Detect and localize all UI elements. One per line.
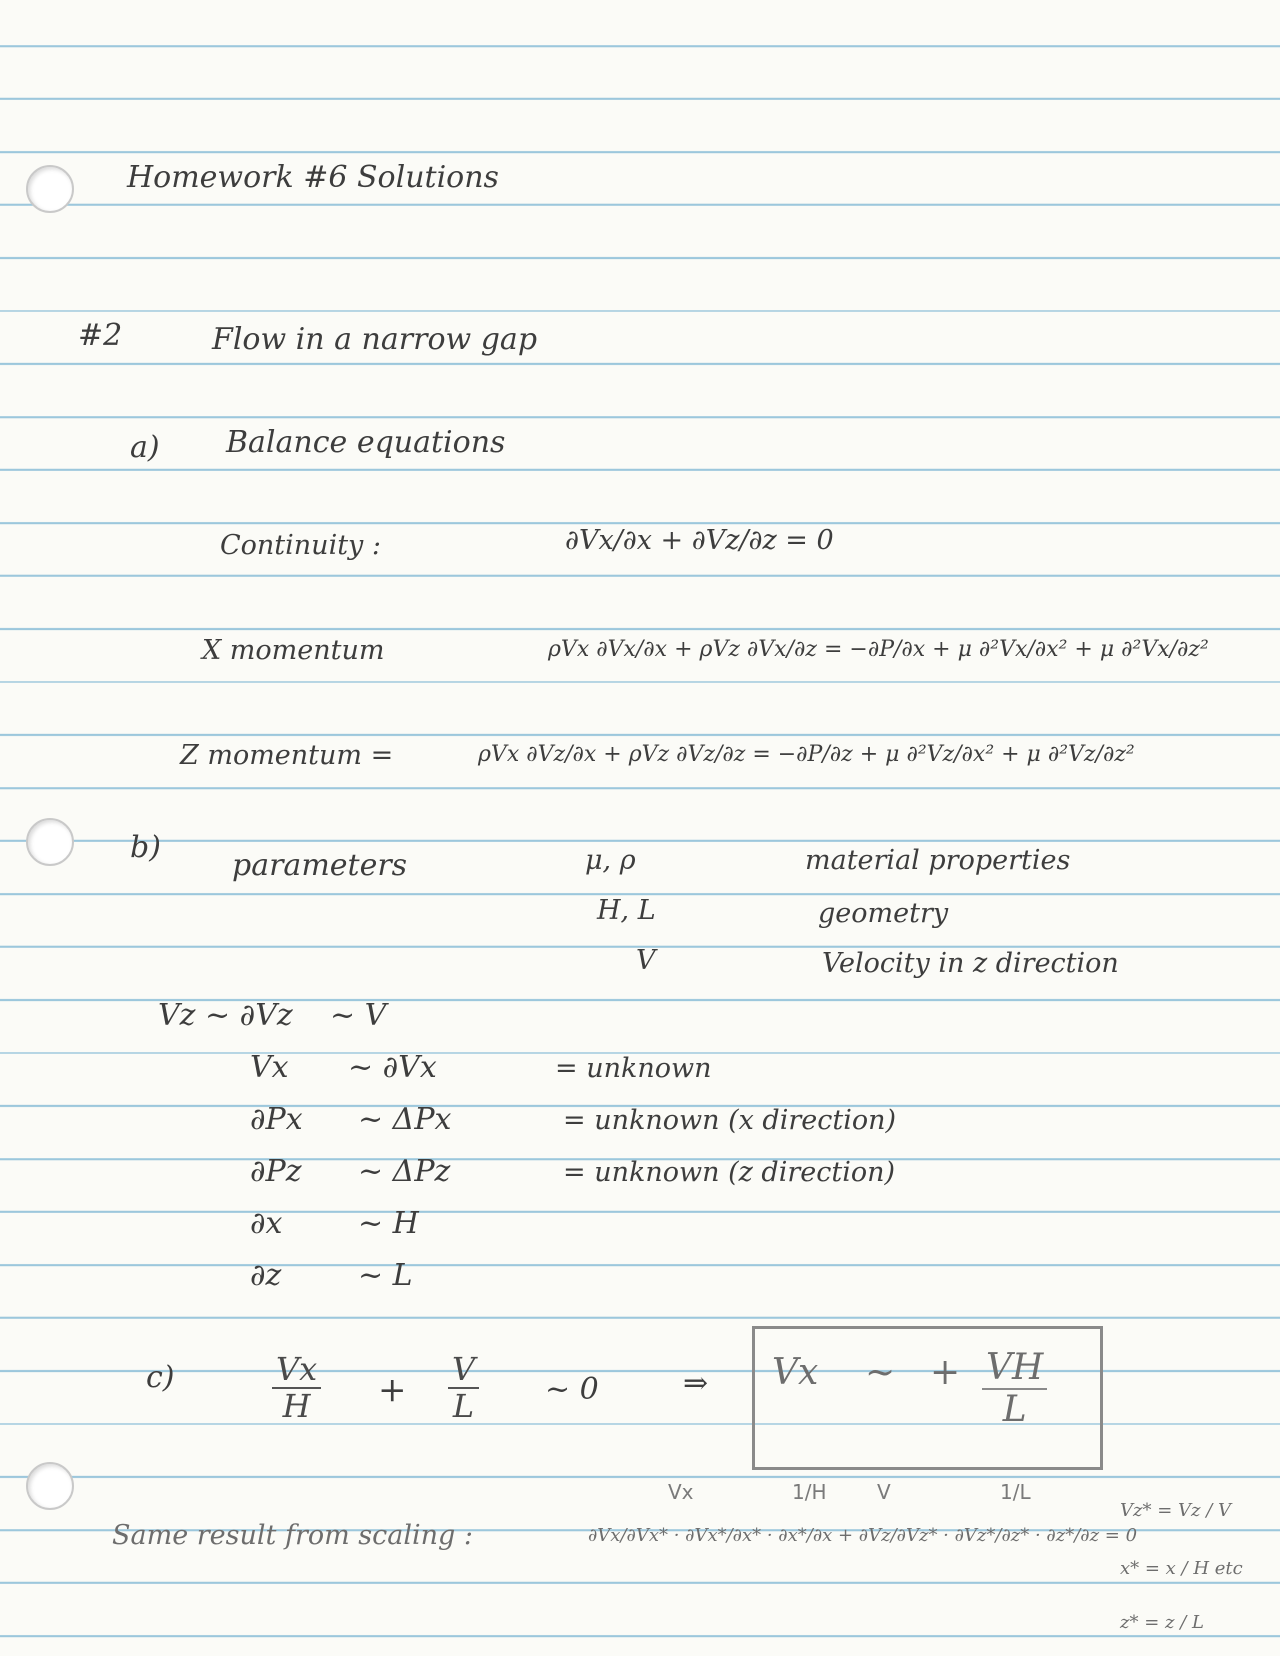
fraction-vx-over-h bbox=[272, 1352, 321, 1424]
result-sim: ~ bbox=[865, 1352, 896, 1393]
scaling-lhs: ∂x bbox=[250, 1206, 283, 1241]
scaling-note: = unknown (z direction) bbox=[563, 1157, 896, 1188]
annotation-1-over-l: 1/L bbox=[1000, 1480, 1031, 1504]
param-meaning-material: material properties bbox=[805, 845, 1071, 876]
param-symbol-velocity: V bbox=[636, 945, 656, 976]
x-momentum-equation: ρVx ∂Vx/∂x + ρVz ∂Vx/∂z = −∂P/∂x + μ ∂²Vx/∂x² + μ ∂²Vx/∂z² bbox=[548, 637, 1209, 662]
scaling-rhs: ~ H bbox=[358, 1206, 419, 1241]
continuity-equation: ∂Vx/∂x + ∂Vz/∂z = 0 bbox=[565, 525, 834, 556]
problem-number: #2 bbox=[78, 318, 123, 353]
binder-hole-top bbox=[26, 165, 74, 213]
param-meaning-geometry: geometry bbox=[818, 898, 949, 929]
result-lhs: Vx bbox=[772, 1352, 819, 1393]
approx-zero: ~ 0 bbox=[545, 1372, 599, 1407]
scaling-lhs: ∂Px bbox=[250, 1102, 303, 1137]
result-sign: + bbox=[930, 1352, 961, 1393]
fraction-numerator: V bbox=[448, 1352, 479, 1389]
scaling-note-text: Same result from scaling : bbox=[112, 1520, 473, 1551]
fraction-denominator: L bbox=[452, 1387, 475, 1426]
fraction-denominator: L bbox=[1002, 1388, 1027, 1430]
part-c-label: c) bbox=[146, 1360, 175, 1395]
fraction-numerator: Vx bbox=[272, 1352, 321, 1389]
scaling-lhs: ∂z bbox=[250, 1258, 282, 1293]
param-symbol-geometry: H, L bbox=[597, 895, 656, 926]
plus-sign: + bbox=[378, 1370, 407, 1410]
part-a-label: a) bbox=[130, 430, 160, 465]
scaling-note-equation: ∂Vx/∂Vx* · ∂Vx*/∂x* · ∂x*/∂x + ∂Vz/∂Vz* · ∂Vz*/∂z* · ∂z*/∂z = 0 bbox=[588, 1525, 1138, 1546]
part-b-label: b) bbox=[130, 830, 161, 865]
scaling-rhs: ~ L bbox=[358, 1258, 413, 1293]
scaling-lhs: ∂Pz bbox=[250, 1154, 302, 1189]
problem-title: Flow in a narrow gap bbox=[212, 322, 538, 357]
scaling-rhs: ~ V bbox=[330, 998, 387, 1033]
scaling-def: Vz* = Vz / V bbox=[1120, 1500, 1231, 1521]
scaling-note: = unknown bbox=[555, 1053, 712, 1084]
scaling-rhs: ~ ΔPz bbox=[358, 1154, 451, 1189]
param-symbol-material: μ, ρ bbox=[585, 845, 636, 876]
annotation-1-over-h: 1/H bbox=[792, 1480, 827, 1504]
continuity-label: Continuity : bbox=[220, 530, 381, 561]
page-title: Homework #6 Solutions bbox=[127, 160, 499, 195]
scaling-def: x* = x / H etc bbox=[1120, 1558, 1243, 1579]
scaling-rhs: ~ ΔPx bbox=[358, 1102, 452, 1137]
z-momentum-label: Z momentum = bbox=[180, 740, 394, 771]
x-momentum-label: X momentum bbox=[202, 635, 385, 666]
param-meaning-velocity: Velocity in z direction bbox=[822, 948, 1119, 979]
result-box bbox=[752, 1326, 1103, 1470]
implies-arrow: ⇒ bbox=[683, 1366, 709, 1401]
part-a-heading: Balance equations bbox=[226, 425, 506, 460]
binder-hole-middle bbox=[26, 818, 74, 866]
scaling-lhs: Vz ~ ∂Vz bbox=[158, 998, 293, 1033]
z-momentum-equation: ρVx ∂Vz/∂x + ρVz ∂Vz/∂z = −∂P/∂z + μ ∂²Vz/∂x² + μ ∂²Vz/∂z² bbox=[478, 742, 1135, 767]
scaling-note: = unknown (x direction) bbox=[563, 1105, 897, 1136]
scaling-def: z* = z / L bbox=[1120, 1612, 1204, 1633]
binder-hole-bottom bbox=[26, 1462, 74, 1510]
fraction-numerator: VH bbox=[982, 1348, 1047, 1390]
part-b-heading: parameters bbox=[232, 848, 408, 883]
annotation-vx: Vx bbox=[668, 1480, 694, 1504]
fraction-v-over-l bbox=[448, 1352, 479, 1424]
annotation-v: V bbox=[877, 1480, 891, 1504]
result-fraction bbox=[982, 1348, 1047, 1429]
scaling-rhs: ~ ∂Vx bbox=[348, 1050, 437, 1085]
scaling-lhs: Vx bbox=[250, 1050, 289, 1085]
fraction-denominator: H bbox=[282, 1387, 311, 1426]
